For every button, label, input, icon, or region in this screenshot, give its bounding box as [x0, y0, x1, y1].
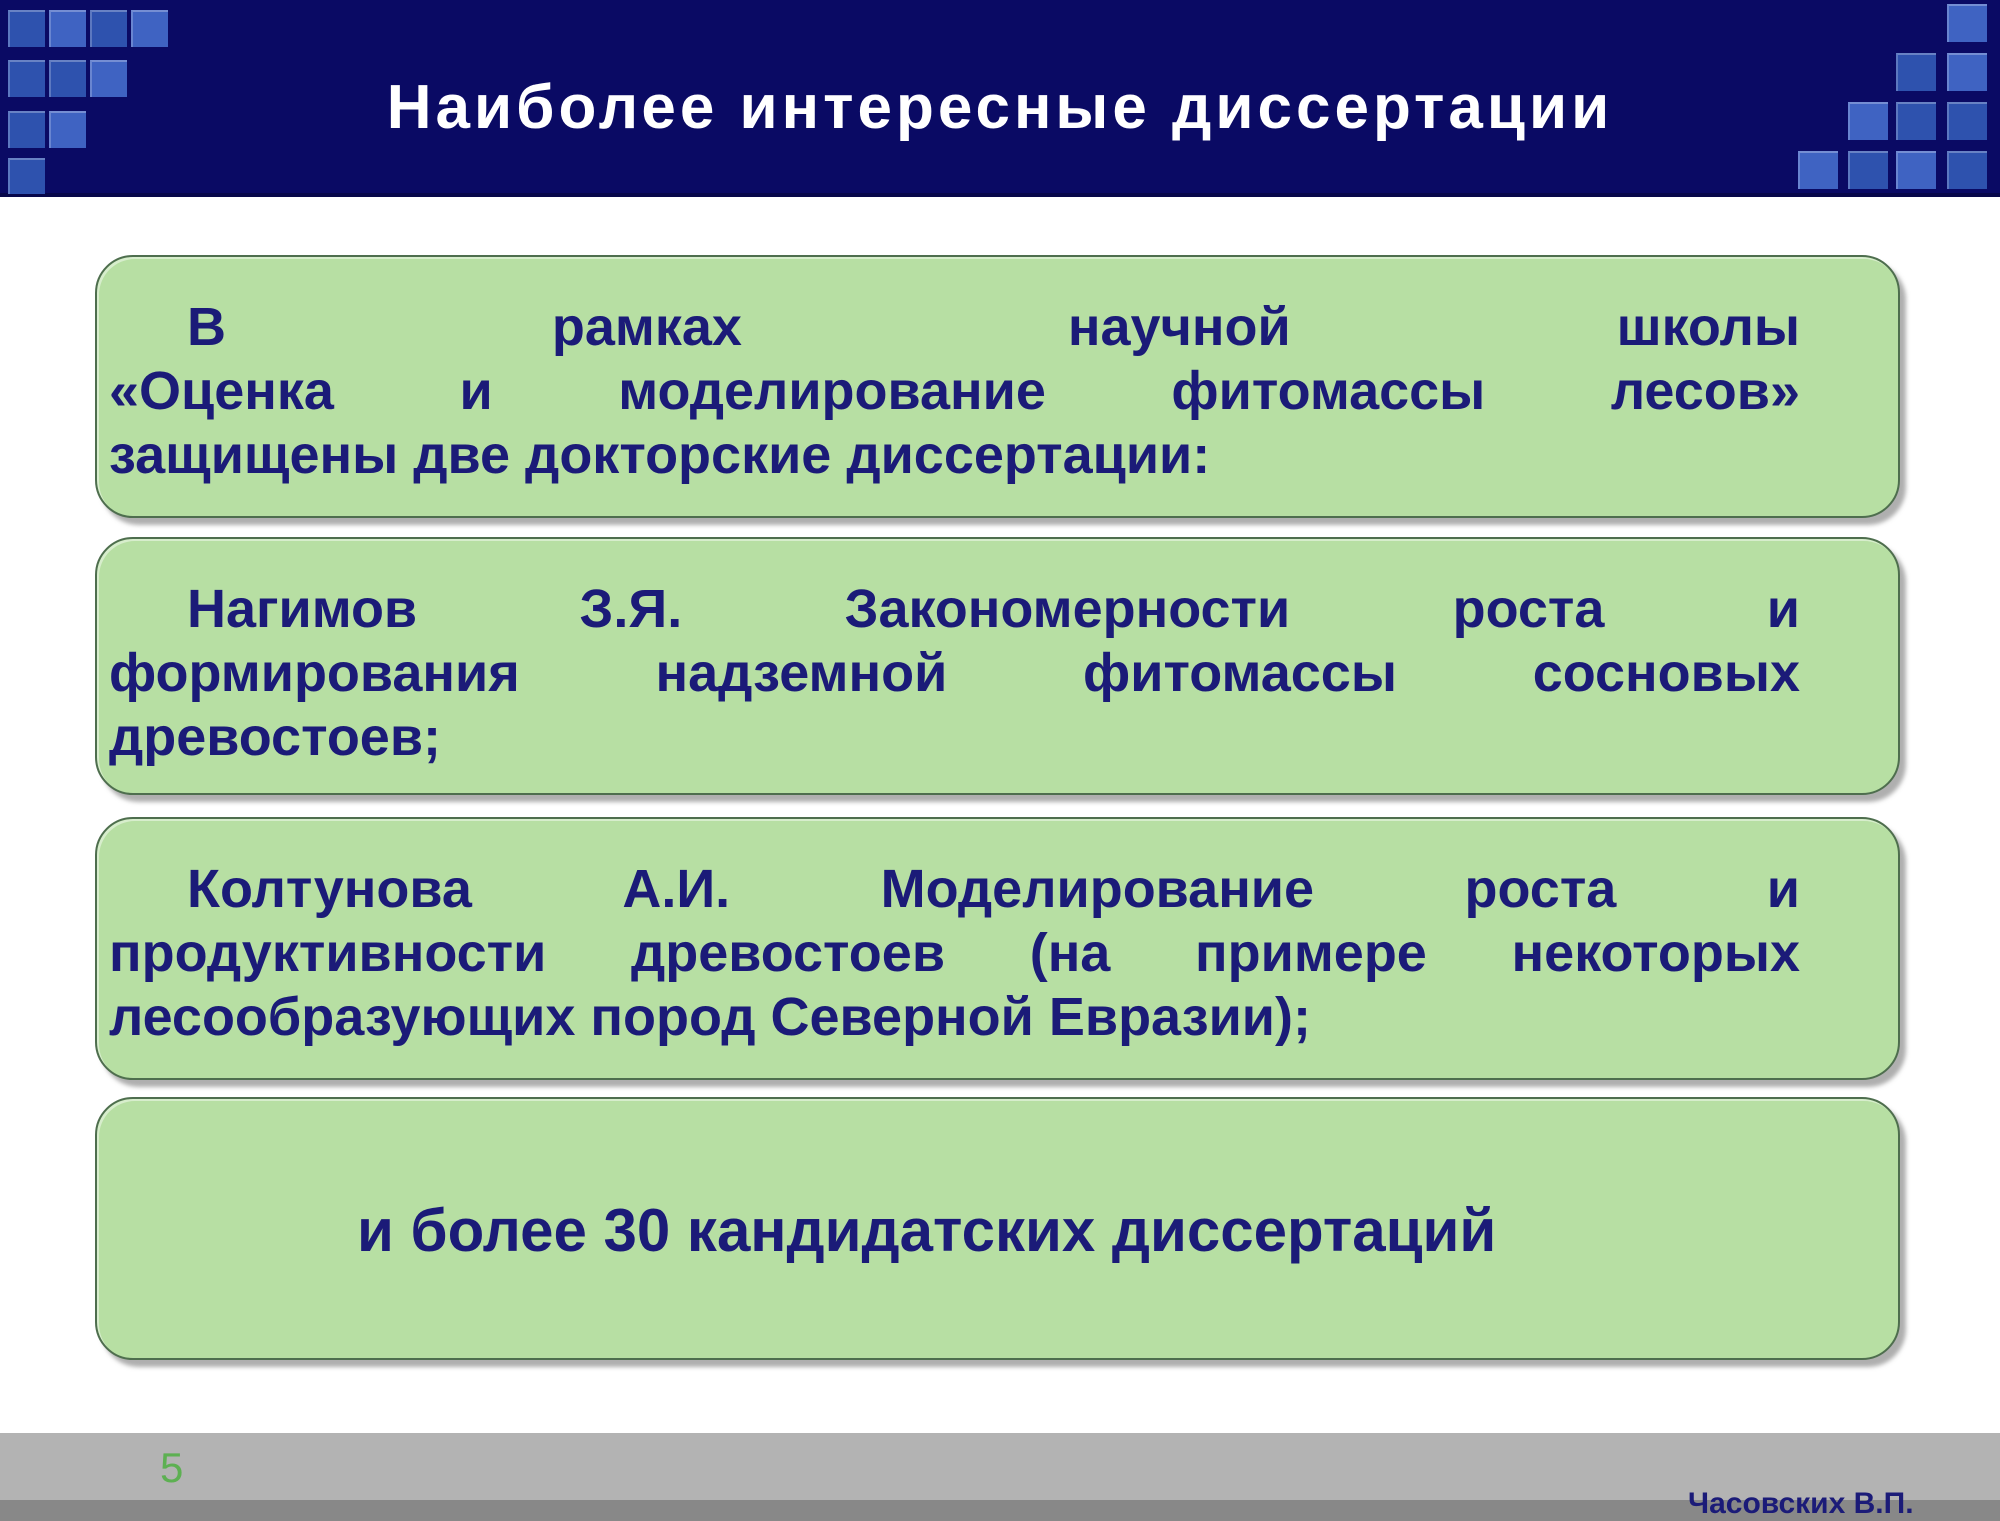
decor-square: [131, 10, 168, 47]
decor-square: [8, 158, 45, 194]
text-line: защищены две докторские диссертации:: [109, 425, 1211, 485]
decor-square: [90, 10, 127, 47]
text-line: «Оценка и моделирование фитомассы лесов»: [109, 361, 1800, 421]
text-box-nagimov: [95, 537, 1900, 795]
text-line: формирования надземной фитомассы сосновых: [109, 643, 1800, 703]
text-line: древостоев;: [109, 707, 442, 767]
title-bar: [0, 0, 2000, 197]
decor-square: [49, 10, 86, 47]
text-line: Нагимов З.Я. Закономерности роста и: [187, 579, 1800, 639]
footer-author: Часовских В.П.: [1688, 1487, 1914, 1520]
page-number: 5: [160, 1444, 184, 1491]
text-box-intro: [95, 255, 1900, 518]
text-line: лесообразующих пород Северной Евразии);: [109, 987, 1311, 1047]
text-line: и более 30 кандидатских диссертаций: [357, 1197, 1497, 1264]
text-box-koltunova: [95, 817, 1900, 1080]
text-line: продуктивности древостоев (на примере некоторых: [109, 923, 1800, 983]
text-line: Колтунова А.И. Моделирование роста и: [187, 859, 1800, 919]
text-line: В рамках научной школы: [187, 297, 1800, 357]
decor-square: [1896, 151, 1936, 189]
text-box-candidates: [95, 1097, 1900, 1360]
decor-square: [1798, 151, 1838, 189]
decor-square: [1947, 4, 1987, 42]
decor-square: [8, 10, 45, 47]
decor-square: [1947, 151, 1987, 189]
page-title: Наиболее интересные диссертации: [386, 73, 1614, 142]
decor-square: [1848, 151, 1888, 189]
